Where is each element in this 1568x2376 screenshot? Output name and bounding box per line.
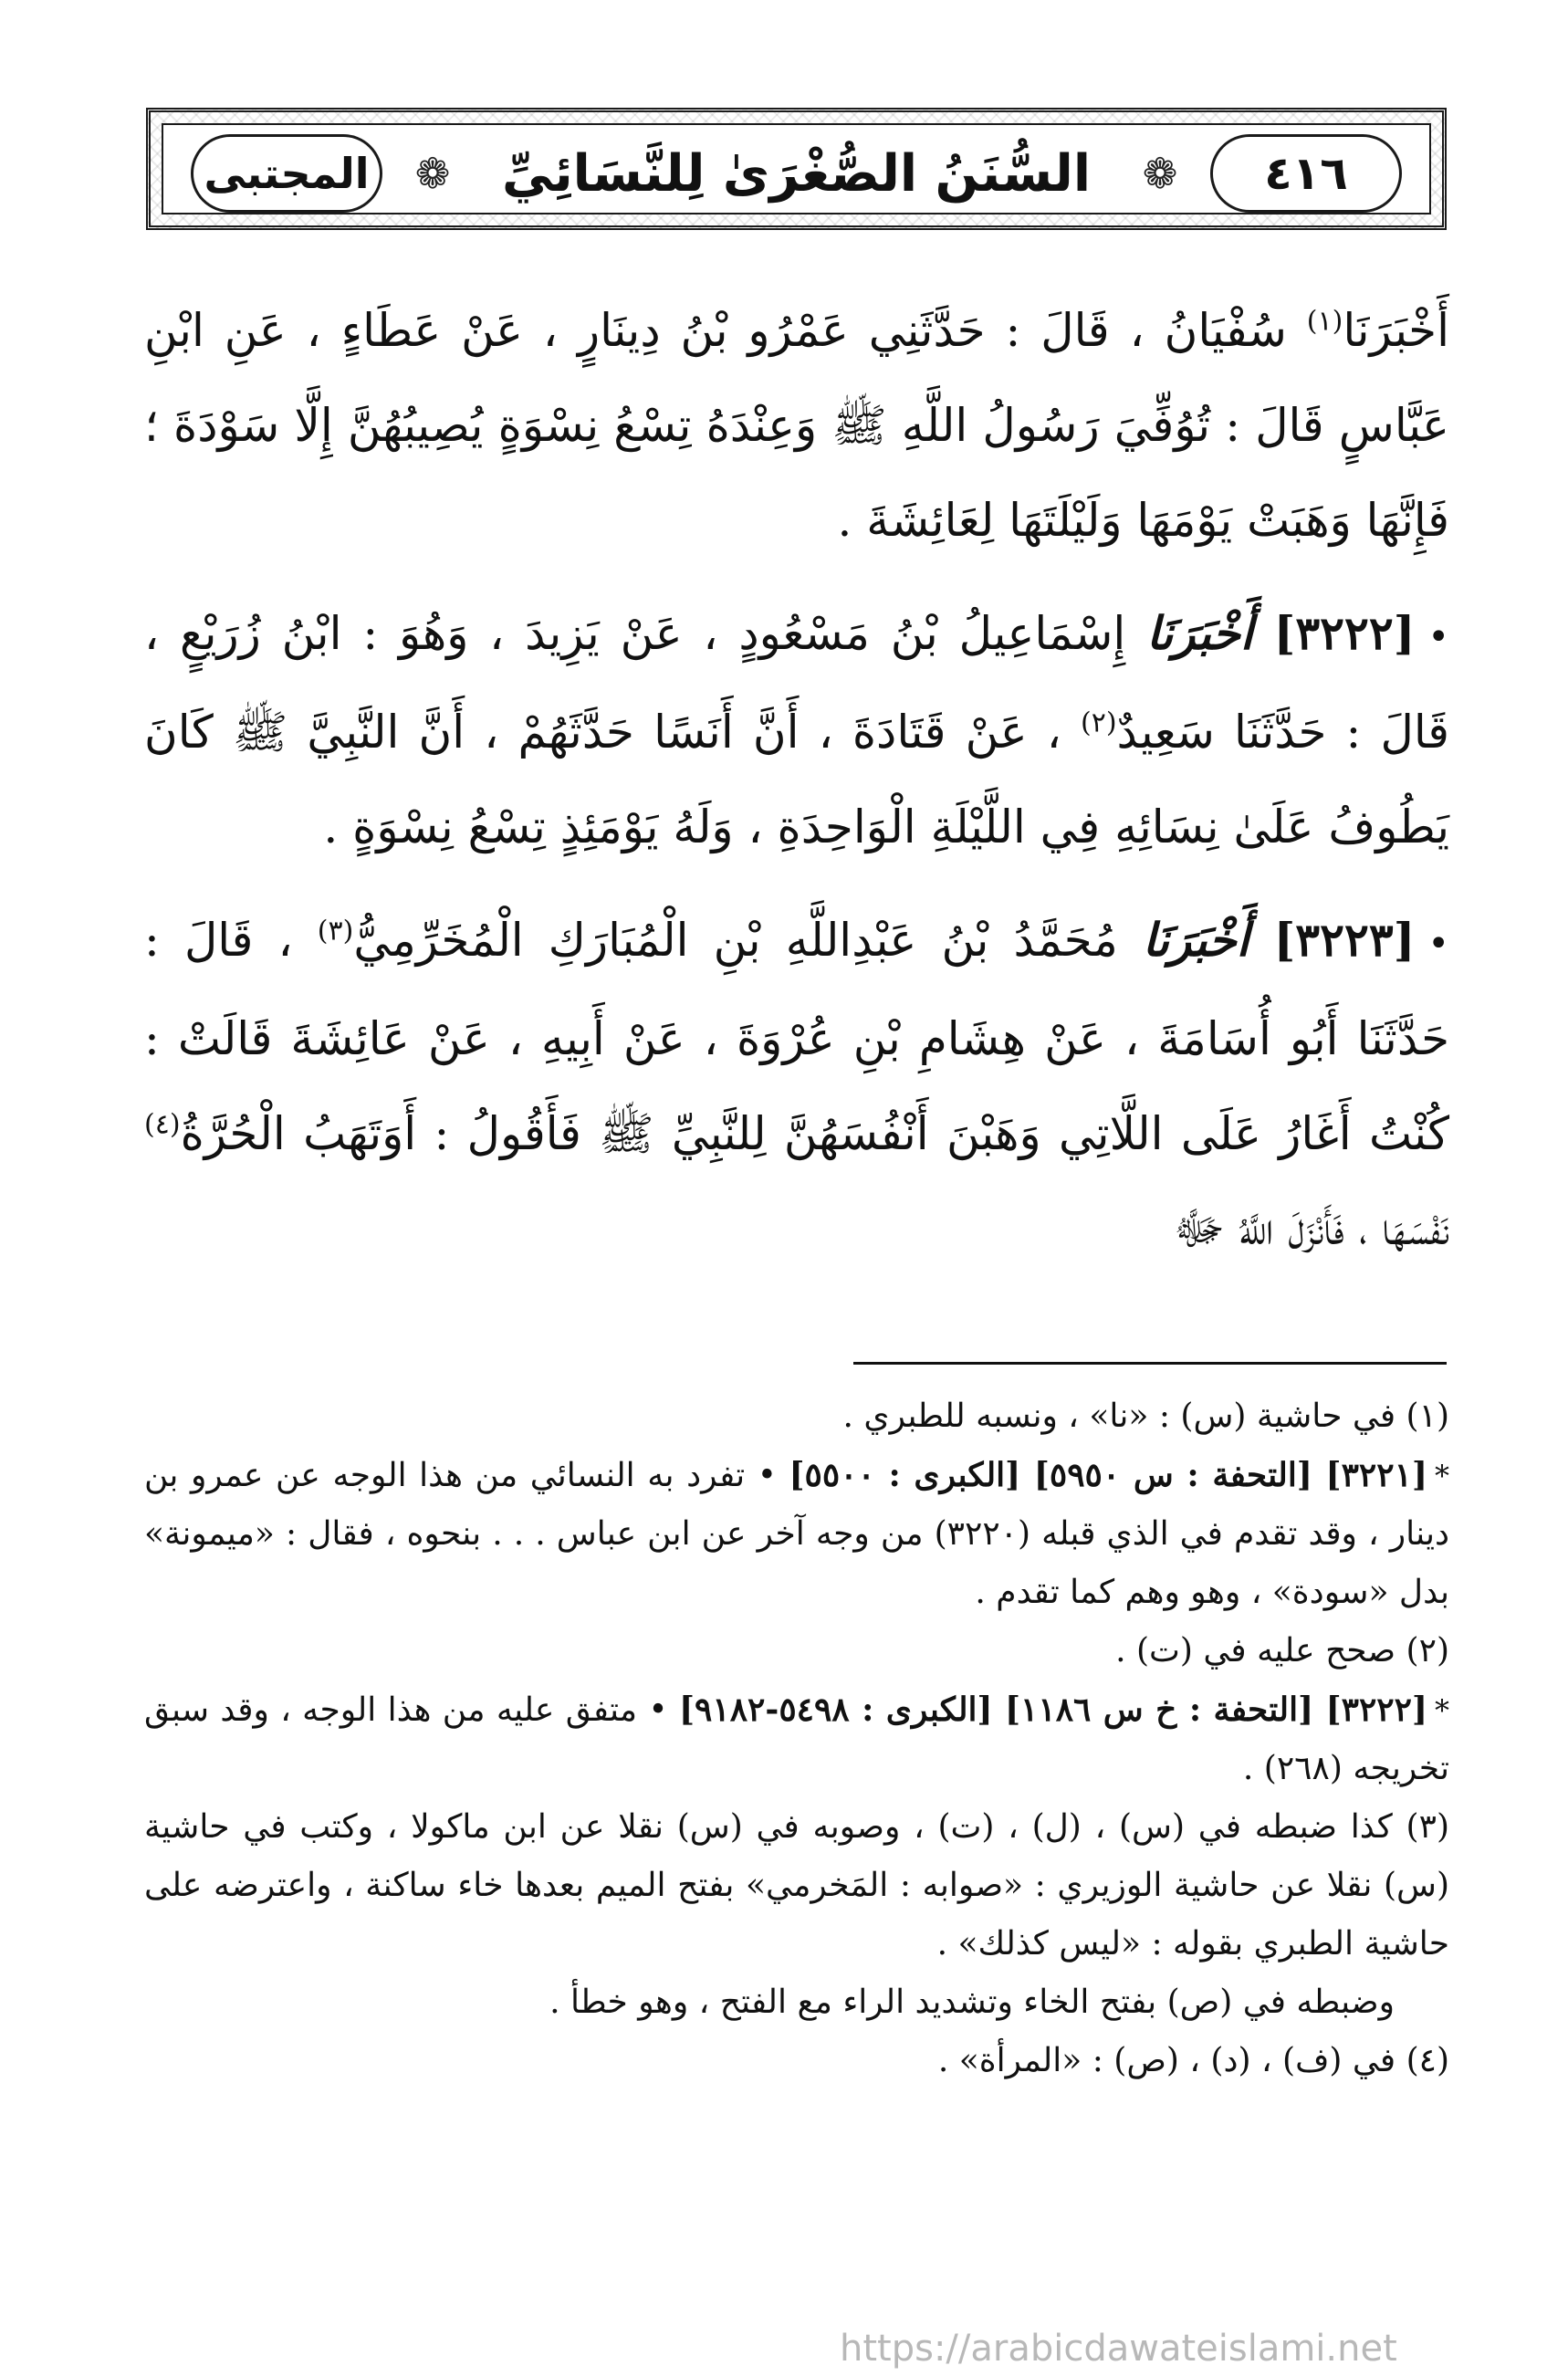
footnote-divider xyxy=(853,1362,1447,1365)
bullet-icon: • xyxy=(1427,923,1449,965)
takhrij-lead: [٣٢٢٢] [التحفة : خ س ١١٨٦] [الكبرى : ٥٤٩٨-٩١٨٢] xyxy=(678,1690,1427,1729)
opening-word: أَخْبَرَنَا xyxy=(1343,304,1449,357)
page-title: السُّنَنُ الصُّغْرَىٰ لِلنَّسَائِيِّ xyxy=(501,144,1092,204)
footnote-ref[interactable]: (٢) xyxy=(1080,707,1117,739)
takhrij-3222 xyxy=(144,1680,1449,1798)
header-frame xyxy=(162,123,1431,215)
book-name-cartouche: المجتبى xyxy=(191,134,382,213)
footnote-4: (٤) في (ف) ، (د) ، (ص) : «المرأة» . xyxy=(937,2042,1449,2079)
asterisk-icon: * xyxy=(1435,1693,1449,1728)
akhbarana-word: أَخْبَرَنَا xyxy=(1146,606,1253,660)
paragraph-text: إِسْمَاعِيلُ بْنُ مَسْعُودٍ ، عَنْ يَزِيدَ ، وَهُوَ : ابْنُ زُرَيْعٍ ، قَالَ : حَدَّثَنَا سَعِيدٌ xyxy=(144,607,1449,759)
takhrij-text: • تفرد به النسائي من هذا الوجه عن عمرو بن دينار ، وقد تقدم في الذي قبله (٣٢٢٠) من وجه آخر عن ابن عباس . . . بنحوه ، فقال : «ميمونة» بدل «سودة» ، وهو وهم كما تقدم . xyxy=(144,1457,1449,1611)
paragraph-1 xyxy=(144,283,1449,568)
watermark-url: https://arabicdawateislami.net xyxy=(840,2328,1397,2370)
footnote-3: (٣) كذا ضبطه في (س) ، (ل) ، (ت) ، وصوبه في (س) نقلا عن ابن ماكولا ، وكتب في حاشية (س) نقلا عن حاشية الوزيري : «صوابه : المَخرمي» بفتح الميم بعدها خاء ساكنة ، واعترضه على حاشية الطبري بقوله : «ليس كذلك» . xyxy=(144,1808,1449,1963)
takhrij-3221 xyxy=(144,1446,1449,1622)
footnote-3-continued: وضبطه في (ص) بفتح الخاء وتشديد الراء مع الفتح ، وهو خطأ . xyxy=(549,1983,1395,2021)
main-text xyxy=(144,283,1449,1276)
page-number: ٤١٦ xyxy=(1210,134,1402,213)
page-header xyxy=(146,108,1447,230)
takhrij-lead: [٣٢٢١] [التحفة : س ٥٩٥٠] [الكبرى : ٥٥٠٠] xyxy=(789,1456,1427,1494)
ornament-icon: ❁ xyxy=(1142,149,1178,198)
paragraph-text: ، عَنْ قَتَادَةَ ، أَنَّ أَنَسًا حَدَّثَهُمْ ، أَنَّ النَّبِيَّ ﷺ كَانَ يَطُوفُ عَلَىٰ نِسَائِهِ فِي اللَّيْلَةِ الْوَاحِدَةِ ، وَلَهُ يَوْمَئِذٍ تِسْعُ نِسْوَةٍ . xyxy=(144,706,1449,853)
paragraph-text: سُفْيَانُ ، قَالَ : حَدَّثَنِي عَمْرُو بْنُ دِينَارٍ ، عَنْ عَطَاءٍ ، عَنِ ابْنِ عَبَّاسٍ قَالَ : تُوُفِّيَ رَسُولُ اللَّهِ ﷺ وَعِنْدَهُ تِسْعُ نِسْوَةٍ يُصِيبُهُنَّ إِلَّا سَوْدَةَ ؛ فَإِنَّهَا وَهَبَتْ يَوْمَهَا وَلَيْلَتَهَا لِعَائِشَةَ . xyxy=(144,304,1449,547)
footnote-ref[interactable]: (١) xyxy=(1306,305,1343,338)
paragraph-text: مُحَمَّدُ بْنُ عَبْدِاللَّهِ بْنِ الْمُبَارَكِ الْمُخَرِّمِيُّ xyxy=(353,914,1143,967)
footnote-ref[interactable]: (٤) xyxy=(144,1108,181,1141)
takhrij-text: • متفق عليه من هذا الوجه ، وقد سبق تخريجه (٢٦٨) . xyxy=(144,1691,1449,1787)
paragraph-text: ، قَالَ : حَدَّثَنَا أَبُو أُسَامَةَ ، عَنْ هِشَامِ بْنِ عُرْوَةَ ، عَنْ أَبِيهِ ، عَنْ عَائِشَةَ قَالَتْ : كُنْتُ أَغَارُ عَلَى اللَّاتِي وَهَبْنَ أَنْفُسَهُنَّ لِلنَّبِيِّ ﷺ فَأَقُولُ : أَوَتَهَبُ الْحُرَّةُ xyxy=(144,914,1449,1160)
hadith-3223 xyxy=(144,893,1449,1276)
hadith-3222 xyxy=(144,586,1449,874)
footnote-ref[interactable]: (٣) xyxy=(317,915,354,947)
bullet-icon: • xyxy=(1427,616,1449,658)
hadith-number: [٣٢٢٣] xyxy=(1273,913,1416,967)
hadith-number: [٣٢٢٢] xyxy=(1273,606,1416,660)
footnotes xyxy=(144,1387,1449,2090)
paragraph-text: نَفْسَهَا ، فَأَنْزَلَ اللَّهُ ﷻ xyxy=(1173,1202,1449,1255)
akhbarana-word: أَخْبَرَنَا xyxy=(1142,913,1249,967)
footnote-2: (٢) صحح عليه في (ت) . xyxy=(1115,1632,1449,1669)
asterisk-icon: * xyxy=(1434,1459,1449,1493)
ornament-icon: ❁ xyxy=(414,149,451,198)
footnote-1: (١) في حاشية (س) : «نا» ، ونسبه للطبري . xyxy=(842,1397,1449,1435)
